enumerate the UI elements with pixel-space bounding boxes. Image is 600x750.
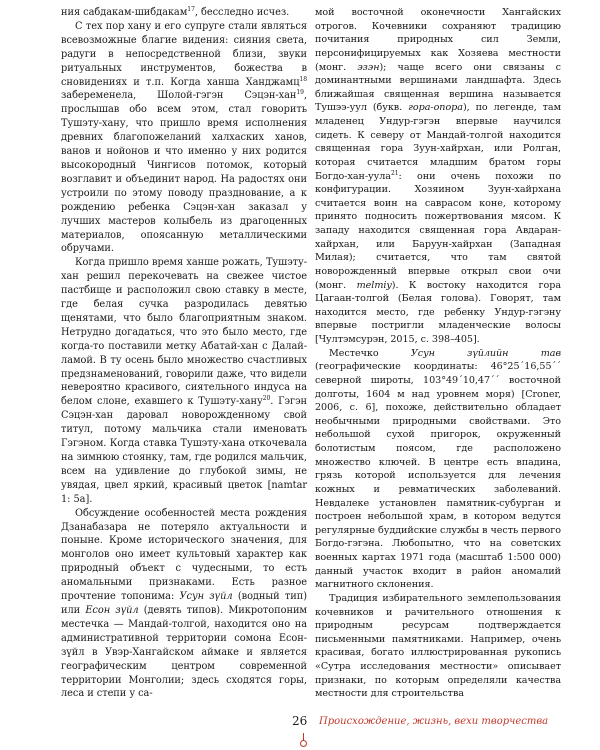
footnote-ref: 21 <box>390 169 399 177</box>
footnote-ref: 17 <box>187 6 195 13</box>
right-paragraph-2: Местечко Усун зүйлийн тав (географические координаты: 46°25´16,55´´ северной широты, 103°49´10,47´´ восточной долготы, 1604 м над уровнем моря) [Croner, 2006, с. 6], похоже, действительно обладает необычными природными свойствами. Это небольшой сухой пригорок, окруженный болотистым поясом, где расположено множество ключей. В центре есть впадина, грязь которой используется для лечения кожных и ревматических заболеваний. Невдалеке установлен памятник-субурган и построен небольшой храм, в котором ведутся регулярные буддийские службы в честь первого Богдо-гэгэна. Любопытно, что на советских военных картах 1971 года (масштаб 1:500 000) данный участок входит в район аномалий магнитного склонения. <box>315 347 561 591</box>
right-column <box>315 6 561 701</box>
page-footer <box>0 714 600 748</box>
right-paragraph-3: Традиция избирательного землепользования кочевников и рачительного отношения к природным ресурсам подтверждается письменными памятниками. Например, очень красивая, богато иллюстрированная рукопись «Сутра исследования местности» описывает признаки, по которым определяли качества местности для строительства <box>315 592 561 700</box>
right-paragraph-1: мой восточной оконечности Хангайских отрогов. Кочевники сохраняют традицию почитания природных сил Земли, персонифицируемых как Хозяева местности (монг. эзэн); чаще всего они связаны с доминантными вершинами ландшафта. Здесь ближайшая священная вершина называется Тушээ-уул (букв. гора-опора), по легенде, там младенец Ундур-гэгэн впервые научился сидеть. К северу от Мандай-толгой находится священная гора Зуун-хайрхан, или Ролган, которая считается младшим братом горы Богдо-хан-уула$^{21}$: они очень похожи по конфигурации. Хозяином Зуун-хайрхана считается воин на саврасом коне, которому принято подносить пожертвования мясом. К западу находится священная гора Авдаран-хайрхан, или Баруун-хайрхан (Западная Милая); считается, что там святой новорожденный впервые открыл свои очи (монг. melmiy). К востоку находится гора Цагаан-толгой (Белая голова). Говорят, там находится место, где ребенку Ундур-гэгэну впервые постригли младенческие волосы [Чултэмсурэн, 2015, с. 398–405]. <box>315 7 561 345</box>
left-column <box>61 6 307 701</box>
page-number: 26 <box>292 714 308 728</box>
footnote-ref: 18 <box>299 75 307 83</box>
left-paragraph-3: Когда пришло время ханше рожать, Тушэту-хан решил перекочевать на свежее чистое пастбище и расположил свою ставку в месте, где белая сучка разродилась девятью щенятами, что было благоприятным знаком. Нетрудно догадаться, что это было место, где когда-то поставили метку Абатай-хан с Далай-ламой. В ту осень было множество счастливых предзнаменований, говорили даже, что видели невероятно красивого, сиятельного индуса на белом слоне, ехавшего к Тушэту-хану$^{20}$. Гэгэн Сэцэн-хан даровал новорожденному свой титул, потому мальчика стали именовать Гэгэном. Когда ставка Тушэту-хана откочевала на зимнюю стоянку, там, где родился мальчик, всем на удивление до глубокой зимы, не увядая, цвел яркий, красивый цветок [namtar 1: 5a]. <box>61 257 307 505</box>
left-paragraph-4: Обсуждение особенностей места рождения Дзанабазара не потеряло актуальности и поныне. Кроме исторического значения, для монголов оно имеет культовый характер как природный объект с чудесными, то есть аномальными признаками. Есть разное прочтение топонима: Усун зүйл (водный тип) или Есон зүйл (девять типов). Микротопоним местечка — Мандай-толгой, находится оно на административной территории сомона Есон-зүйл в Увэр-Хангайском аймаке и является географическим центром современной территории Монголии; здесь сходятся горы, леса и степи у са- <box>61 507 307 700</box>
running-title: Происхождение, жизнь, вехи творчества <box>319 716 549 727</box>
page-marker-dot-icon <box>300 740 307 747</box>
left-paragraph-1: ния сабдакам-шибдакам$^{17}$, бесследно исчез. <box>61 6 290 18</box>
footnote-ref: 19 <box>296 89 304 97</box>
left-paragraph-2: С тех пор хану и его супруге стали являться всевозможные благие видения: сияния света, радуги в непосредственной близи, звуки ритуальных инструментов, божества в сновидениях и т.п. Когда ханша Ханджамц$^{18}$ забеременела, Шолой-гэгэн Сэцэн-хан$^{19}$, прослышав обо всем этом, стал говорить Тушэту-хану, что пришло время исполнения древних благопожеланий халхаских ханов, ванов и нойонов и что именно у них родится высокородный Чингисов потомок, который возглавит и объединит народ. На радостях они устроили по этому поводу празднование, а к рождению ребенка Сэцэн-хан заказал у лучших мастеров колыбель из драгоценных материалов, опоясанную металлическими обручами. <box>61 20 307 255</box>
footnote-ref: 20 <box>262 395 271 403</box>
